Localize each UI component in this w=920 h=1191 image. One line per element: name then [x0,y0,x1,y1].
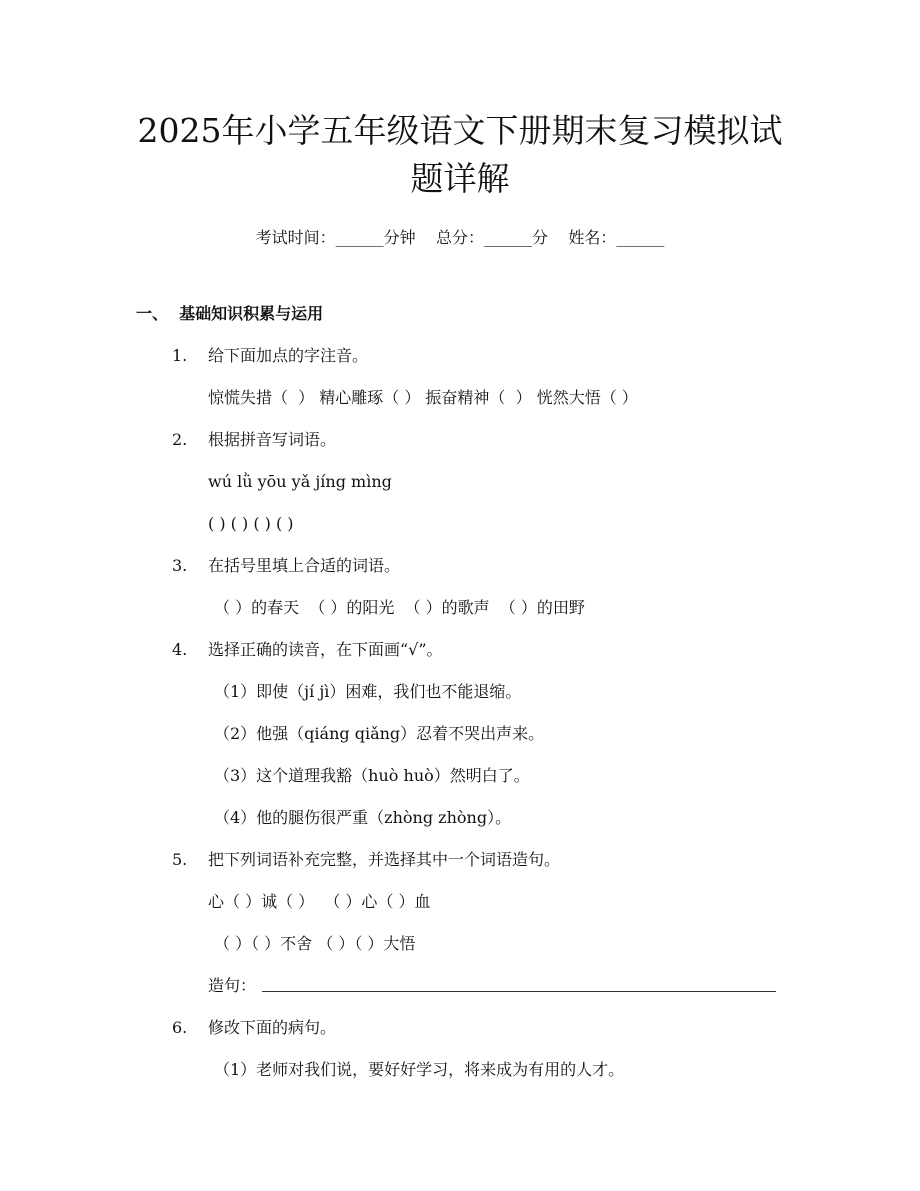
question-number: 3. [172,556,188,575]
question-line: （2）他强（qiáng qiǎng）忍着不哭出声来。 [214,724,545,743]
question-line: 惊慌失措（ ） 精心雕琢（ ） 振奋精神（ ） 恍然大悟（ ） [208,388,638,407]
question-prompt: 修改下面的病句。 [208,1018,337,1037]
question-line: （1）老师对我们说，要好好学习，将来成为有用的人才。 [214,1060,625,1079]
question-prompt: 给下面加点的字注音。 [208,346,369,365]
question-prompt: 选择正确的读音，在下面画“√”。 [208,640,443,659]
question-line: wú lǜ yōu yǎ jíng mìng [208,472,392,491]
question-prompt: 把下列词语补充完整，并选择其中一个词语造句。 [208,850,561,869]
question-line: 心（ ）诚（ ） （ ）心（ ）血 [208,892,431,911]
question-line: （4）他的腿伤很严重（zhòng zhòng）。 [214,808,512,827]
question-line: （ ）的春天 （ ）的阳光 （ ）的歌声 （ ）的田野 [214,598,585,617]
section-heading: 一、 基础知识积累与运用 [136,304,324,323]
question-number: 2. [172,430,188,449]
question-line: （ ）（ ）不舍 （ ）（ ）大悟 [214,934,416,953]
question-number: 5. [172,850,188,869]
question-number: 6. [172,1018,188,1037]
question-prompt: 根据拼音写词语。 [208,430,337,449]
question-prompt: 在括号里填上合适的词语。 [208,556,401,575]
question-line: （3）这个道理我豁（huò huò）然明白了。 [214,766,530,785]
exam-meta: 考试时间：______分钟 总分：______分 姓名：______ [255,228,665,247]
question-number: 1. [172,346,188,365]
page-title-line1: 2025年小学五年级语文下册期末复习模拟试 [137,111,783,150]
sentence-answer-line[interactable] [262,991,776,992]
sentence-label: 造句： [208,976,257,995]
question-line: ( ) ( ) ( ) ( ) [208,514,294,533]
question-number: 4. [172,640,188,659]
page-title-line2: 题详解 [410,159,510,198]
question-line: （1）即使（jí jì）困难，我们也不能退缩。 [214,682,522,701]
